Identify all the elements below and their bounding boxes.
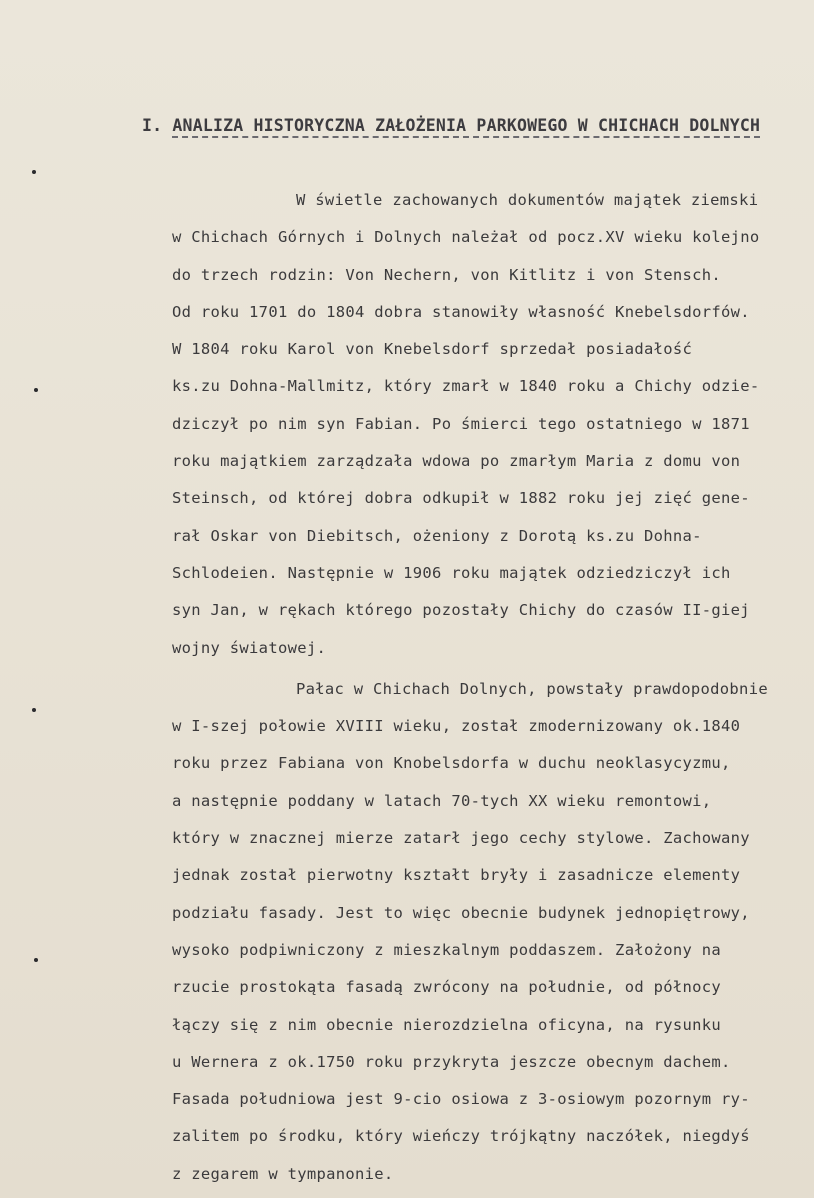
text-line: który w znacznej mierze zatarł jego cechy stylowe. Zachowany: [172, 829, 750, 848]
heading-number: I.: [142, 116, 163, 135]
text-line: łączy się z nim obecnie nierozdzielna oficyna, na rysunku: [172, 1015, 722, 1034]
text-line: Fasada południowa jest 9-cio osiowa z 3-osiowym pozornym ry-: [172, 1090, 750, 1109]
paragraph-ownership-history: [172, 182, 802, 667]
text-line: syn Jan, w rękach którego pozostały Chichy do czasów II-giej: [172, 601, 750, 620]
text-line: roku majątkiem zarządzała wdowa po zmarłym Maria z domu von: [172, 452, 741, 471]
text-line: rzucie prostokąta fasadą zwrócony na południe, od północy: [172, 978, 722, 997]
text-line: ks.zu Dohna-Mallmitz, który zmarł w 1840 roku a Chichy odzie-: [172, 377, 760, 396]
text-line: roku przez Fabiana von Knobelsdorfa w duchu neoklasycyzmu,: [172, 754, 731, 773]
text-line: dziczył po nim syn Fabian. Po śmierci tego ostatniego w 1871: [172, 414, 750, 433]
text-line: W 1804 roku Karol von Knebelsdorf sprzedał posiadałość: [172, 340, 693, 359]
text-line: w Chichach Górnych i Dolnych należał od pocz.XV wieku kolejno: [172, 228, 760, 247]
text-line: wojny światowej.: [172, 638, 327, 657]
text-line: Steinsch, od której dobra odkupił w 1882 roku jej zięć gene-: [172, 489, 750, 508]
text-line: z zegarem w tympanonie.: [172, 1164, 394, 1183]
text-line: Schlodeien. Następnie w 1906 roku majątek odziedziczył ich: [172, 563, 731, 582]
document-body: [172, 182, 802, 1193]
text-line: wysoko podpiwniczony z mieszkalnym poddaszem. Założony na: [172, 940, 722, 959]
paragraph-palace-description: [172, 671, 802, 1193]
punch-hole-mark: [34, 388, 38, 392]
text-line: podziału fasady. Jest to więc obecnie budynek jednopiętrowy,: [172, 903, 750, 922]
text-line: Od roku 1701 do 1804 dobra stanowiły własność Knebelsdorfów.: [172, 302, 750, 321]
text-line: jednak został pierwotny kształt bryły i zasadnicze elementy: [172, 866, 741, 885]
text-line: Pałac w Chichach Dolnych, powstały prawdopodobnie: [296, 679, 768, 698]
punch-hole-mark: [34, 958, 38, 962]
text-line: W świetle zachowanych dokumentów majątek ziemski: [296, 191, 759, 209]
text-line: a następnie poddany w latach 70-tych XX wieku remontowi,: [172, 791, 712, 810]
section-heading: [142, 116, 760, 135]
punch-hole-mark: [32, 170, 36, 174]
text-line: zalitem po środku, który wieńczy trójkątny naczółek, niegdyś: [172, 1127, 750, 1146]
text-line: do trzech rodzin: Von Nechern, von Kitlitz i von Stensch.: [172, 265, 722, 284]
text-line: w I-szej połowie XVIII wieku, został zmodernizowany ok.1840: [172, 717, 741, 736]
heading-title: ANALIZA HISTORYCZNA ZAŁOŻENIA PARKOWEGO W CHICHACH DOLNYCH: [172, 116, 760, 138]
punch-hole-mark: [32, 708, 36, 712]
text-line: rał Oskar von Diebitsch, ożeniony z Dorotą ks.zu Dohna-: [172, 526, 702, 545]
text-line: u Wernera z ok.1750 roku przykryta jeszcze obecnym dachem.: [172, 1052, 731, 1071]
